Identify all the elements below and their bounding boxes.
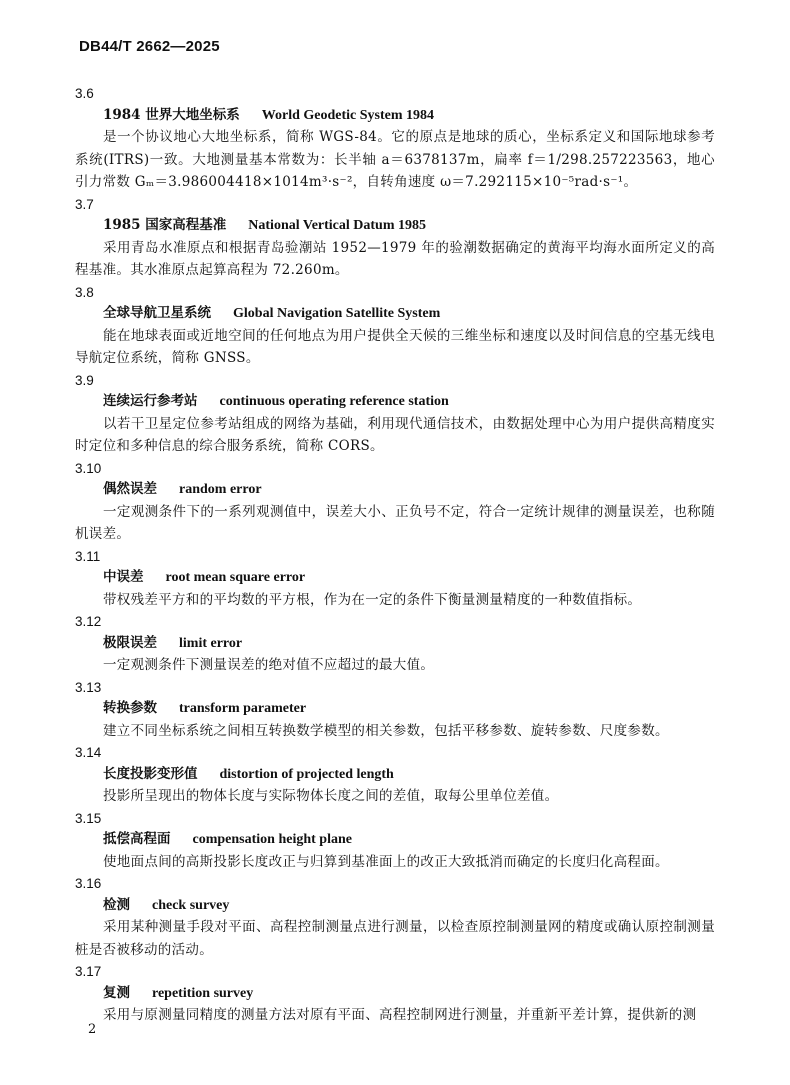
clause-number: 3.9 [75,372,94,388]
term-definition: 使地面点间的高斯投影长度改正与归算到基准面上的改正大致抵消而确定的长度归化高程面。 [103,853,669,870]
clause-3-10 [0,458,790,546]
term-heading [0,567,790,589]
term-definition: 是一个协议地心大地坐标系，简称 WGS-84。它的原点是地球的质心，坐标系定义和国际地球参考系统(ITRS)一致。大地测量基本常数为：长半轴 a＝6378137m，扁率 f＝1/298.257223563，地心引力常数 Gₘ＝3.986004418×1014m³·s⁻²，自转角速度 ω＝7.292115×10⁻⁵rad·s⁻¹。 [75,129,715,190]
clause-3-17 [0,961,790,1027]
clause-3-9 [0,370,790,458]
term-heading [0,391,790,413]
term-definition: 带权残差平方和的平均数的平方根，作为在一定的条件下衡量测量精度的一种数值指标。 [103,591,642,608]
term-definition: 建立不同坐标系统之间相互转换数学模型的相关参数，包括平移参数、旋转参数、尺度参数。 [103,722,669,739]
term-english: National Vertical Datum 1985 [248,218,426,233]
term-heading [0,698,790,720]
clause-3-16 [0,873,790,961]
clause-3-11 [0,546,790,612]
term-definition: 采用某种测量手段对平面、高程控制测量点进行测量，以检查原控制测量网的精度或确认原控制测量桩是否被移动的活动。 [75,919,715,958]
term-heading [0,105,790,127]
term-chinese: 转换参数 [103,700,157,716]
term-definition: 一定观测条件下的一系列观测值中，误差大小、正负号不定，符合一定统计规律的测量误差，也称随机误差。 [75,503,715,542]
term-english: distortion of projected length [219,766,394,782]
clause-number: 3.13 [75,679,102,695]
term-definition: 投影所呈现出的物体长度与实际物体长度之间的差值，取每公里单位差值。 [103,788,559,804]
clause-number: 3.15 [75,810,102,826]
clause-3-6 [0,83,790,194]
term-english: transform parameter [179,701,307,716]
clause-number: 3.11 [75,548,101,564]
clause-3-12 [0,611,790,677]
term-heading [0,479,790,501]
clause-3-13 [0,677,790,743]
clause-number: 3.6 [75,86,94,101]
term-english: Global Navigation Satellite System [233,306,441,321]
term-heading [0,215,790,237]
clause-number: 3.17 [75,964,102,979]
clause-number: 3.8 [75,284,94,300]
term-english: World Geodetic System 1984 [261,107,435,123]
term-chinese: 极限误差 [103,634,157,651]
term-english: repetition survey [152,985,254,1001]
page-number: 2 [88,1022,97,1037]
term-definition: 采用与原测量同精度的测量方法对原有平面、高程控制网进行测量，并重新平差计算，提供新的测 [103,1007,697,1023]
clause-3-14 [0,742,790,808]
term-definition: 一定观测条件下测量误差的绝对值不应超过的最大值。 [103,657,435,673]
clause-number: 3.14 [75,745,102,760]
term-english: compensation height plane [192,832,352,847]
terms-section [0,83,790,1027]
term-definition: 以若干卫星定位参考站组成的网络为基础，利用现代通信技术，由数据处理中心为用户提供高精度实时定位和多种信息的综合服务系统，简称 CORS。 [75,415,715,454]
term-english: random error [179,482,262,497]
clause-3-8 [0,282,790,370]
term-heading [0,303,790,325]
term-chinese: 偶然误差 [103,481,157,497]
term-english: limit error [179,635,243,651]
term-heading [0,983,790,1005]
term-chinese: 检测 [103,896,130,913]
term-chinese: 复测 [103,984,130,1001]
term-english: continuous operating reference station [219,394,449,409]
term-heading [0,895,790,917]
clause-3-7 [0,194,790,282]
clause-number: 3.16 [75,876,102,891]
term-chinese: 抵偿高程面 [103,831,171,847]
term-chinese: 长度投影变形值 [103,765,198,782]
clause-number: 3.7 [75,196,94,212]
term-chinese: 1984 世界大地坐标系 [103,106,240,123]
term-heading [0,829,790,851]
clause-3-15 [0,808,790,874]
clause-number: 3.10 [75,460,102,476]
term-english: check survey [152,897,230,913]
term-english: root mean square error [165,570,306,585]
term-chinese: 连续运行参考站 [103,393,198,409]
term-heading [0,633,790,655]
term-heading [0,764,790,786]
term-chinese: 1985 国家高程基准 [103,217,227,233]
term-chinese: 中误差 [103,569,144,585]
term-definition: 能在地球表面或近地空间的任何地点为用户提供全天候的三维坐标和速度以及时间信息的空基无线电导航定位系统，简称 GNSS。 [75,327,715,366]
term-definition: 采用青岛水准原点和根据青岛验潮站 1952—1979 年的验潮数据确定的黄海平均海水面所定义的高程基准。其水准原点起算高程为 72.260m。 [75,239,715,278]
document-code: DB44/T 2662—2025 [79,38,220,55]
clause-number: 3.12 [75,614,102,629]
term-chinese: 全球导航卫星系统 [103,305,211,321]
